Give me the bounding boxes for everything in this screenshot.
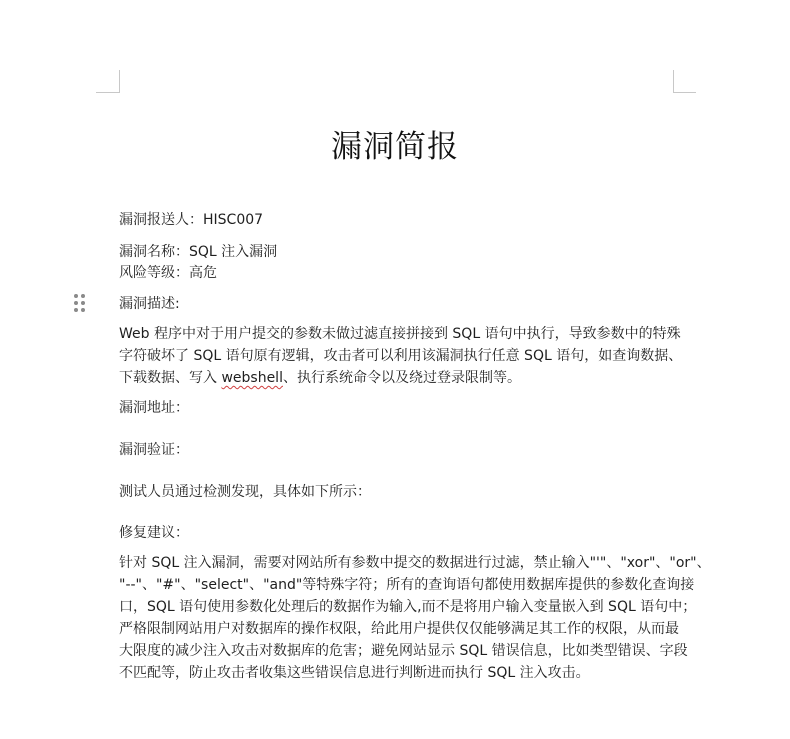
fix-line: "--"、"#"、"select"、"and"等特殊字符；所有的查询语句都使用数据库提供的参数化查询接 [119, 577, 695, 593]
reporter-label: 漏洞报送人： [119, 212, 203, 228]
fix-line: 大限度的减少注入攻击对数据库的危害；避免网站显示 SQL 错误信息，比如类型错误、字段 [119, 643, 688, 659]
vuln-name-label: 漏洞名称： [119, 244, 189, 260]
fix-line: 不匹配等，防止攻击者收集这些错误信息进行判断进而执行 SQL 注入攻击。 [119, 665, 590, 681]
drag-handle-icon[interactable] [74, 294, 86, 312]
description-paragraph[interactable] [119, 323, 683, 389]
vuln-name-line[interactable] [119, 242, 277, 262]
fix-line: 口，SQL 语句使用参数化处理后的数据作为输入,而不是将用户输入变量嵌入到 SQL 语句中； [119, 599, 697, 615]
address-heading[interactable]: 漏洞地址： [119, 400, 189, 416]
crop-mark-top-left-horizontal [96, 92, 120, 93]
description-line: Web 程序中对于用户提交的参数未做过滤直接拼接到 SQL 语句中执行，导致参数中的特殊 [119, 326, 681, 342]
fix-paragraph[interactable] [119, 552, 711, 684]
fix-line: 针对 SQL 注入漏洞，需要对网站所有参数中提交的数据进行过滤，禁止输入"'"、"xor"、"or"、 [119, 555, 711, 571]
description-last-suffix: 、执行系统命令以及绕过登录限制等。 [282, 370, 521, 386]
crop-mark-top-right-vertical [673, 70, 674, 93]
risk-line[interactable] [119, 263, 217, 283]
description-last-prefix: 下载数据、写入 [119, 370, 222, 386]
crop-mark-top-left-vertical [119, 70, 120, 93]
description-heading[interactable]: 漏洞描述: [119, 296, 180, 312]
risk-value: 高危 [189, 265, 217, 281]
vuln-name-value: SQL 注入漏洞 [189, 244, 278, 260]
fix-heading[interactable]: 修复建议： [119, 525, 189, 541]
verify-text[interactable]: 测试人员通过检测发现，具体如下所示： [119, 484, 371, 500]
spellcheck-word-webshell[interactable]: webshell [221, 370, 283, 386]
crop-mark-top-right-horizontal [673, 92, 696, 93]
document-title[interactable]: 漏洞简报 [331, 129, 459, 165]
description-line-last [119, 367, 679, 389]
description-line: 字符破坏了 SQL 语句原有逻辑，攻击者可以利用该漏洞执行任意 SQL 语句，如查询数据、 [119, 348, 683, 364]
verify-heading[interactable]: 漏洞验证： [119, 442, 189, 458]
risk-label: 风险等级： [119, 265, 189, 281]
reporter-line[interactable] [119, 210, 263, 230]
reporter-value: HISC007 [203, 212, 264, 228]
fix-line: 严格限制网站用户对数据库的操作权限，给此用户提供仅仅能够满足其工作的权限，从而最 [119, 621, 679, 637]
